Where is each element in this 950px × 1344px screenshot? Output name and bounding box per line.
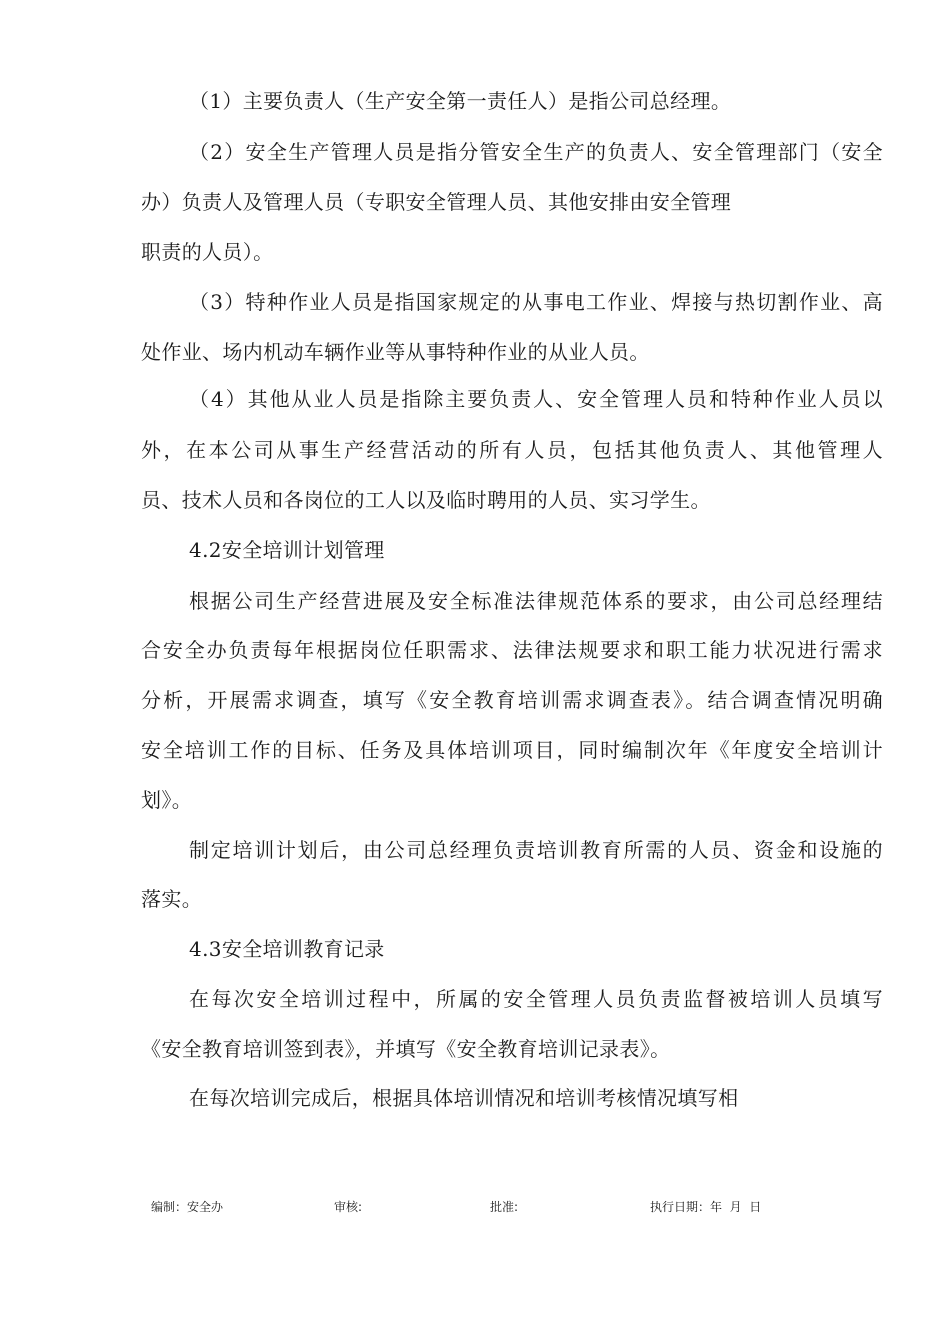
paragraph-line: 处作业、场内机动车辆作业等从事特种作业的从业人员。 [141, 340, 650, 364]
section-heading: 4.3安全培训教育记录 [189, 937, 385, 961]
footer-effective-date: 执行日期：年 月 日 [650, 1200, 762, 1214]
paragraph-line: 安全培训工作的目标、任务及具体培训项目，同时编制次年《年度安全培训计 [141, 738, 883, 762]
footer-reviewer: 审核: [334, 1200, 363, 1214]
paragraph-line: 合安全办负责每年根据岗位任职需求、法律法规要求和职工能力状况进行需求 [141, 638, 883, 662]
section-heading: 4.2安全培训计划管理 [189, 538, 385, 562]
footer-approver: 批准: [490, 1200, 519, 1214]
paragraph-line: （1）主要负责人（生产安全第一责任人）是指公司总经理。 [189, 89, 732, 113]
paragraph-line: 根据公司生产经营进展及安全标准法律规范体系的要求，由公司总经理结 [189, 589, 883, 613]
paragraph-line: 外，在本公司从事生产经营活动的所有人员，包括其他负责人、其他管理人 [141, 438, 883, 462]
paragraph-line: 职责的人员）。 [141, 240, 274, 264]
paragraph-line: 制定培训计划后，由公司总经理负责培训教育所需的人员、资金和设施的 [189, 838, 883, 862]
paragraph-line: （2）安全生产管理人员是指分管安全生产的负责人、安全管理部门（安全 [189, 140, 883, 164]
paragraph-line: 分析，开展需求调查，填写《安全教育培训需求调查表》。结合调查情况明确 [141, 688, 883, 712]
paragraph-line: 在每次安全培训过程中，所属的安全管理人员负责监督被培训人员填写 [189, 987, 883, 1011]
paragraph-line: 划》。 [141, 788, 193, 812]
paragraph-line: 《安全教育培训签到表》，并填写《安全教育培训记录表》。 [141, 1037, 671, 1061]
footer-compiler: 编制：安全办 [151, 1200, 224, 1214]
paragraph-line: 落实。 [141, 887, 203, 911]
paragraph-line: （4）其他从业人员是指除主要负责人、安全管理人员和特种作业人员以 [189, 387, 883, 411]
paragraph-line: （3）特种作业人员是指国家规定的从事电工作业、焊接与热切割作业、高 [189, 290, 883, 314]
paragraph-line: 在每次培训完成后，根据具体培训情况和培训考核情况填写相 [189, 1086, 739, 1110]
paragraph-line: 员、技术人员和各岗位的工人以及临时聘用的人员、实习学生。 [141, 488, 711, 512]
paragraph-line: 办）负责人及管理人员（专职安全管理人员、其他安排由安全管理 [141, 190, 732, 214]
